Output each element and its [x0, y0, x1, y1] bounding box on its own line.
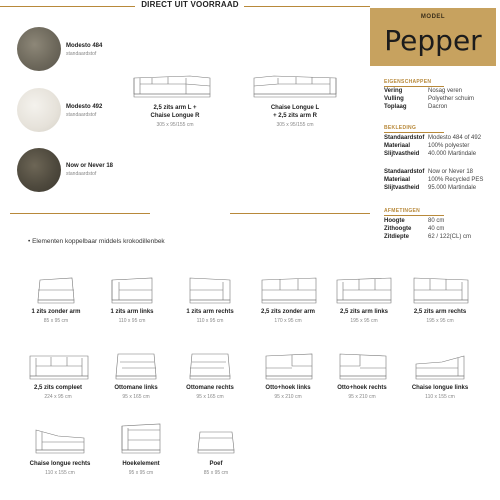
swatch-name: Now or Never 18 [66, 163, 114, 169]
model-label: MODEL [420, 14, 446, 20]
config-dimensions: 305 x 95/155 cm [276, 122, 314, 128]
spec-value: Modesto 484 of 492 [428, 135, 482, 141]
spec-key: Slijtvastheid [384, 151, 420, 157]
element-image-poef [194, 428, 238, 456]
spec-key: Toplaag [384, 104, 407, 110]
element-name: 2,5 zits zonder arm [260, 309, 316, 315]
divider-left [10, 213, 150, 214]
element-image-2-5-zits-compleet [26, 350, 92, 382]
spec-value: 40.000 Martindale [428, 151, 477, 157]
section-title: DIRECT UIT VOORRAAD [141, 0, 239, 9]
element-image-2-5-zits-arm-links [333, 274, 395, 306]
section-underline [384, 86, 444, 87]
element-name: Hoekelement [122, 461, 160, 467]
element-dim: 110 x 155 cm [425, 394, 455, 400]
config-name-line1: 2,5 zits arm L + [153, 105, 197, 111]
swatch-name: Modesto 484 [66, 43, 103, 49]
spec-key: Standaardstof [384, 169, 425, 175]
element-dim: 110 x 95 cm [196, 318, 224, 324]
section-heading-afmetingen: AFMETINGEN [384, 208, 421, 214]
spec-key: Materiaal [384, 143, 411, 149]
sofa-config-image-right [250, 64, 340, 100]
element-dim: 95 x 210 cm [348, 394, 376, 400]
spec-value: 100% polyester [428, 143, 470, 149]
element-image-1-zits-arm-links [108, 274, 156, 306]
section-underline [384, 215, 444, 216]
element-dim: 85 x 95 cm [43, 318, 69, 324]
element-image-otto-hoek-links [262, 350, 316, 382]
element-name: Chaise longue links [411, 385, 469, 391]
element-name: Poef [209, 461, 223, 467]
element-dim: 170 x 95 cm [274, 318, 302, 324]
element-dim: 85 x 95 cm [203, 470, 229, 476]
header-line-left [0, 6, 135, 7]
fabric-swatch-now-or-never-18 [17, 148, 61, 192]
model-header [370, 8, 496, 66]
element-image-chaise-longue-links [412, 350, 468, 382]
spec-panel [370, 8, 496, 258]
spec-value: 100% Recycled PES [428, 177, 484, 183]
element-image-1-zits-arm-rechts [186, 274, 234, 306]
element-dim: 95 x 95 cm [128, 470, 154, 476]
spec-key: Zitdiepte [384, 234, 409, 240]
element-dim: 95 x 210 cm [274, 394, 302, 400]
element-dim: 95 x 165 cm [196, 394, 224, 400]
section-underline [384, 132, 444, 133]
spec-key: Slijtvastheid [384, 185, 420, 191]
swatch-sub: standaardstof [66, 51, 97, 57]
element-name: 2,5 zits arm rechts [413, 309, 467, 315]
spec-key: Vering [384, 88, 403, 94]
spec-value: Nosag veren [428, 88, 463, 94]
spec-key: Standaardstof [384, 135, 425, 141]
spec-key: Materiaal [384, 177, 411, 183]
spec-value: Dacron [428, 104, 448, 110]
spec-value: 95.000 Martindale [428, 185, 477, 191]
spec-key: Vulling [384, 96, 404, 102]
section-heading-eigenschappen: EIGENSCHAPPEN [384, 79, 432, 85]
divider-right [230, 213, 370, 214]
element-image-1-zits-zonder-arm [34, 274, 78, 306]
spec-key: Hoogte [384, 218, 405, 224]
swatch-sub: standaardstof [66, 112, 97, 118]
element-name: Ottomane links [114, 385, 158, 391]
element-image-2-5-zits-arm-rechts [410, 274, 472, 306]
sofa-config-image-left [130, 64, 214, 100]
spec-value: Polyether schuim [428, 96, 475, 102]
element-dim: 110 x 155 cm [45, 470, 75, 476]
element-image-ottomane-rechts [186, 350, 234, 382]
spec-key: Zithoogte [384, 226, 412, 232]
element-name: 1 zits arm rechts [186, 309, 234, 315]
fabric-swatch-modesto-492 [17, 88, 61, 132]
element-image-ottomane-links [112, 350, 160, 382]
element-name: 2,5 zits compleet [33, 385, 83, 391]
config-name-line1: Chaise Longue L [270, 105, 320, 111]
element-name: Ottomane rechts [186, 385, 234, 391]
coupling-note: • Elementen koppelbaar middels krokodillenbek [28, 238, 165, 245]
element-image-hoekelement [118, 420, 164, 456]
element-name: 2,5 zits arm links [339, 309, 389, 315]
spec-value: 80 cm [428, 218, 445, 224]
element-image-2-5-zits-zonder-arm [258, 274, 320, 306]
element-dim: 95 x 165 cm [122, 394, 150, 400]
section-heading-bekleding: BEKLEDING [384, 125, 417, 131]
swatch-name: Modesto 492 [66, 104, 103, 110]
spec-value: 40 cm [428, 226, 445, 232]
element-dim: 110 x 95 cm [118, 318, 146, 324]
config-name-line2: + 2,5 zits arm R [273, 113, 317, 119]
element-image-otto-hoek-rechts [336, 350, 390, 382]
spec-value: Now or Never 18 [428, 169, 474, 175]
element-name: Otto+hoek rechts [337, 385, 387, 391]
fabric-swatch-modesto-484 [17, 27, 61, 71]
model-name: Pepper [384, 24, 482, 57]
element-name: Chaise longue rechts [29, 461, 91, 467]
element-name: 1 zits arm links [110, 309, 154, 315]
element-dim: 224 x 95 cm [44, 394, 72, 400]
config-dimensions: 305 x 95/155 cm [156, 122, 194, 128]
element-dim: 195 x 95 cm [350, 318, 378, 324]
header-line-right [244, 6, 370, 7]
swatch-sub: standaardstof [66, 171, 97, 177]
spec-value: 62 / 122(CL) cm [428, 234, 472, 240]
element-image-chaise-longue-rechts [32, 424, 88, 456]
config-name-line2: Chaise Longue R [150, 113, 200, 119]
element-name: Otto+hoek links [265, 385, 311, 391]
element-name: 1 zits zonder arm [31, 309, 81, 315]
element-dim: 195 x 95 cm [426, 318, 454, 324]
